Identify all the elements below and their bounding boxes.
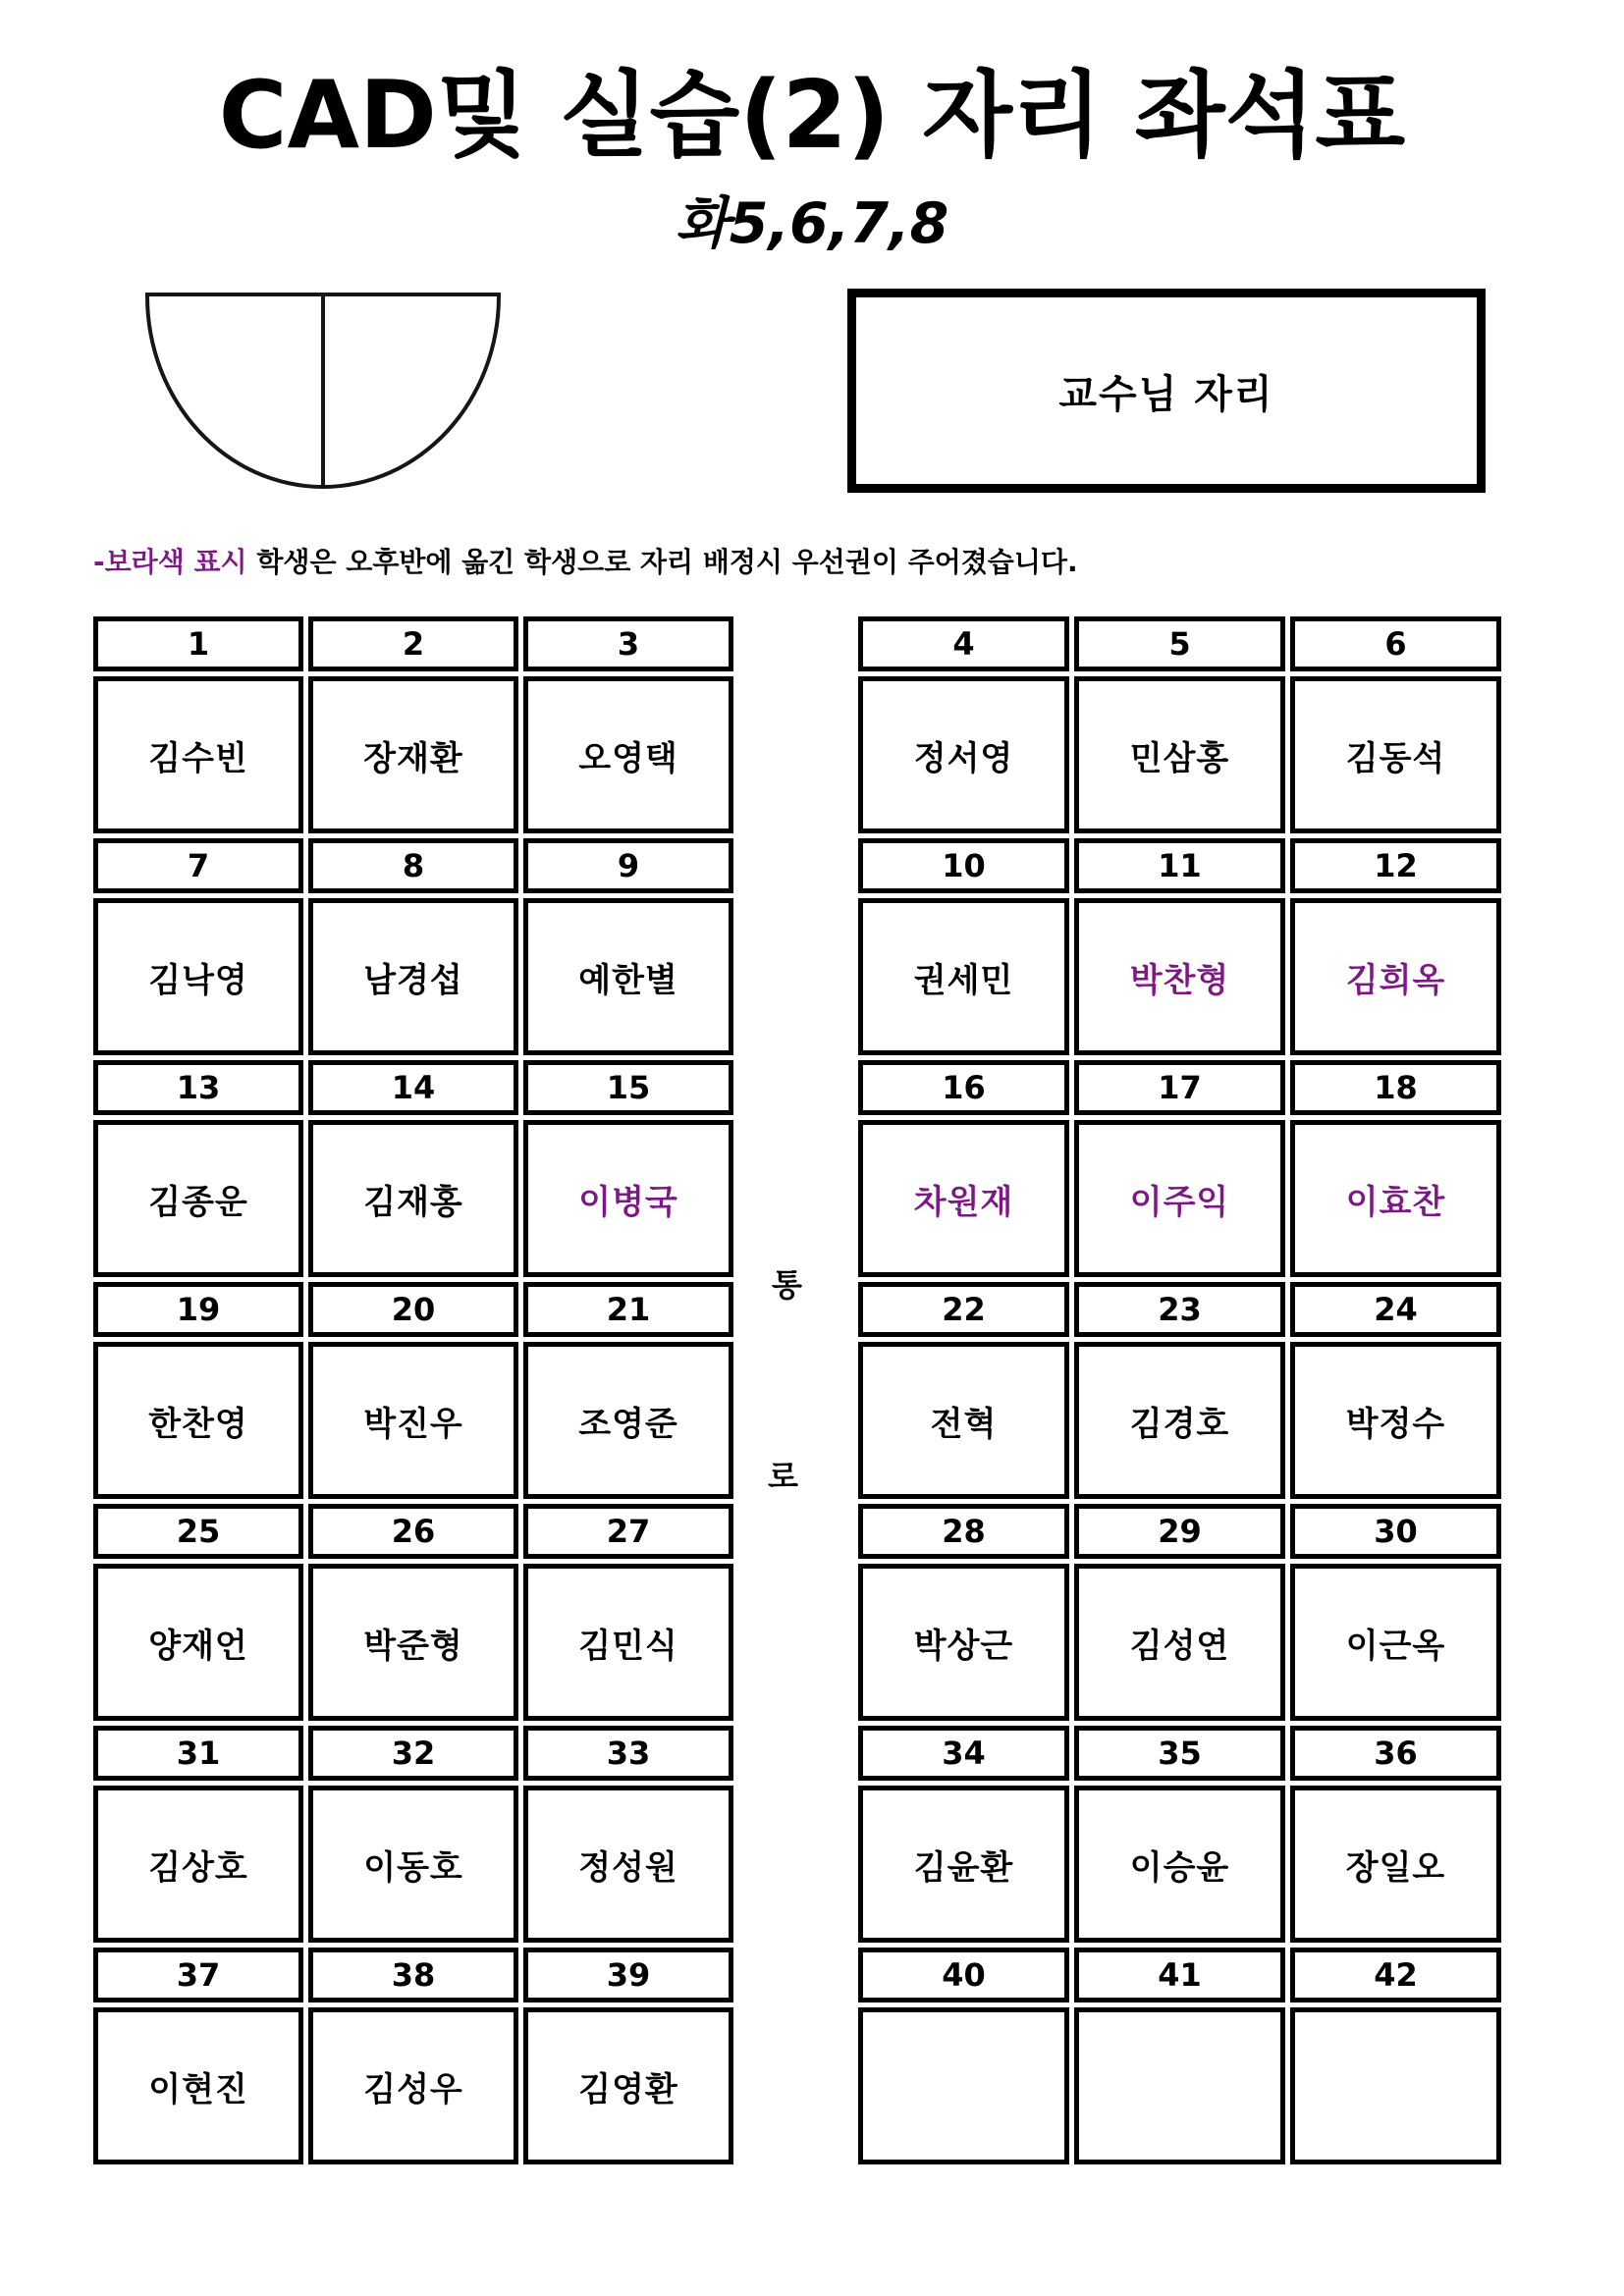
seat-name-cell: 이주익 xyxy=(1074,1120,1285,1277)
seat-number-cell: 13 xyxy=(93,1060,303,1115)
seat-name-cell: 박찬형 xyxy=(1074,898,1285,1055)
seat-number-cell: 40 xyxy=(858,1948,1069,2002)
seat-name-cell: 김성연 xyxy=(1074,1564,1285,1721)
seat-number-cell: 16 xyxy=(858,1060,1069,1115)
seat-number-cell: 31 xyxy=(93,1726,303,1781)
seat-number-cell: 10 xyxy=(858,838,1069,893)
seat-name-cell: 이동호 xyxy=(308,1786,518,1943)
seat-name-cell: 이근옥 xyxy=(1290,1564,1501,1721)
seat-number-cell: 12 xyxy=(1290,838,1501,893)
seat-number-cell: 32 xyxy=(308,1726,518,1781)
seat-name-cell: 박정수 xyxy=(1290,1342,1501,1499)
seat-grid-right xyxy=(858,616,1501,2164)
seat-number-cell: 20 xyxy=(308,1282,518,1337)
page-title: CAD및 실습(2) 자리 좌석표 xyxy=(218,62,1406,170)
seat-name-cell: 권세민 xyxy=(858,898,1069,1055)
seat-number-cell: 26 xyxy=(308,1504,518,1559)
seat-name-cell: 장재환 xyxy=(308,676,518,833)
seat-number-cell: 11 xyxy=(1074,838,1285,893)
seat-name-cell xyxy=(1074,2007,1285,2164)
seat-number-cell: 42 xyxy=(1290,1948,1501,2002)
seat-name-cell xyxy=(1290,2007,1501,2164)
seat-number-cell: 21 xyxy=(523,1282,733,1337)
seat-number-cell: 35 xyxy=(1074,1726,1285,1781)
seat-name-cell: 김경호 xyxy=(1074,1342,1285,1499)
seat-name-cell: 이현진 xyxy=(93,2007,303,2164)
seat-number-cell: 24 xyxy=(1290,1282,1501,1337)
seat-number-cell: 19 xyxy=(93,1282,303,1337)
seat-number-cell: 38 xyxy=(308,1948,518,2002)
page-subtitle: 화5,6,7,8 xyxy=(675,191,949,256)
seat-number-cell: 5 xyxy=(1074,616,1285,671)
seat-name-cell: 김영환 xyxy=(523,2007,733,2164)
seat-name-cell: 김동석 xyxy=(1290,676,1501,833)
seat-name-cell: 전혁 xyxy=(858,1342,1069,1499)
seat-number-cell: 8 xyxy=(308,838,518,893)
seat-number-cell: 9 xyxy=(523,838,733,893)
seat-number-cell: 28 xyxy=(858,1504,1069,1559)
podium-shape xyxy=(145,293,501,489)
seat-name-cell: 김수빈 xyxy=(93,676,303,833)
seat-number-cell: 18 xyxy=(1290,1060,1501,1115)
seat-number-cell: 14 xyxy=(308,1060,518,1115)
note xyxy=(93,541,1078,580)
seat-name-cell: 남경섭 xyxy=(308,898,518,1055)
seat-name-cell: 박진우 xyxy=(308,1342,518,1499)
seat-grid-left xyxy=(93,616,733,2164)
podium-divider-line xyxy=(321,296,325,485)
seat-number-cell: 23 xyxy=(1074,1282,1285,1337)
seat-name-cell: 정서영 xyxy=(858,676,1069,833)
seat-name-cell: 김종운 xyxy=(93,1120,303,1277)
seat-name-cell: 양재언 xyxy=(93,1564,303,1721)
seat-name-cell: 이효찬 xyxy=(1290,1120,1501,1277)
seat-number-cell: 17 xyxy=(1074,1060,1285,1115)
seat-number-cell: 39 xyxy=(523,1948,733,2002)
seat-name-cell: 김재홍 xyxy=(308,1120,518,1277)
seat-name-cell: 박상근 xyxy=(858,1564,1069,1721)
seat-name-cell: 이병국 xyxy=(523,1120,733,1277)
seat-name-cell: 조영준 xyxy=(523,1342,733,1499)
seat-number-cell: 29 xyxy=(1074,1504,1285,1559)
seat-number-cell: 37 xyxy=(93,1948,303,2002)
seat-name-cell: 차원재 xyxy=(858,1120,1069,1277)
seat-number-cell: 30 xyxy=(1290,1504,1501,1559)
seat-number-cell: 27 xyxy=(523,1504,733,1559)
seat-name-cell: 이승윤 xyxy=(1074,1786,1285,1943)
seat-number-cell: 25 xyxy=(93,1504,303,1559)
seat-name-cell: 김윤환 xyxy=(858,1786,1069,1943)
professor-seat-label: 교수님 자리 xyxy=(1058,371,1274,417)
seat-name-cell: 예한별 xyxy=(523,898,733,1055)
seat-name-cell: 장일오 xyxy=(1290,1786,1501,1943)
seat-name-cell: 김민식 xyxy=(523,1564,733,1721)
seat-number-cell: 3 xyxy=(523,616,733,671)
seat-number-cell: 36 xyxy=(1290,1726,1501,1781)
seat-number-cell: 7 xyxy=(93,838,303,893)
seat-name-cell: 정성원 xyxy=(523,1786,733,1943)
aisle-label-bottom: 로 xyxy=(768,1458,798,1495)
seat-number-cell: 6 xyxy=(1290,616,1501,671)
seat-number-cell: 1 xyxy=(93,616,303,671)
seat-number-cell: 4 xyxy=(858,616,1069,671)
seat-name-cell: 김성우 xyxy=(308,2007,518,2164)
professor-seat-box xyxy=(847,289,1486,493)
seat-number-cell: 41 xyxy=(1074,1948,1285,2002)
seat-number-cell: 33 xyxy=(523,1726,733,1781)
aisle-label-top: 통 xyxy=(772,1266,802,1304)
seat-name-cell: 한찬영 xyxy=(93,1342,303,1499)
seat-name-cell: 김상호 xyxy=(93,1786,303,1943)
seat-number-cell: 34 xyxy=(858,1726,1069,1781)
seat-number-cell: 2 xyxy=(308,616,518,671)
note-text: 학생은 오후반에 옮긴 학생으로 자리 배정시 우선권이 주어졌습니다. xyxy=(246,546,1078,578)
seat-name-cell: 김낙영 xyxy=(93,898,303,1055)
seat-name-cell: 박준형 xyxy=(308,1564,518,1721)
note-highlight: -보라색 표시 xyxy=(93,546,247,578)
seat-name-cell xyxy=(858,2007,1069,2164)
seat-name-cell: 민삼홍 xyxy=(1074,676,1285,833)
seat-number-cell: 15 xyxy=(523,1060,733,1115)
seat-number-cell: 22 xyxy=(858,1282,1069,1337)
seat-name-cell: 김희옥 xyxy=(1290,898,1501,1055)
seat-name-cell: 오영택 xyxy=(523,676,733,833)
